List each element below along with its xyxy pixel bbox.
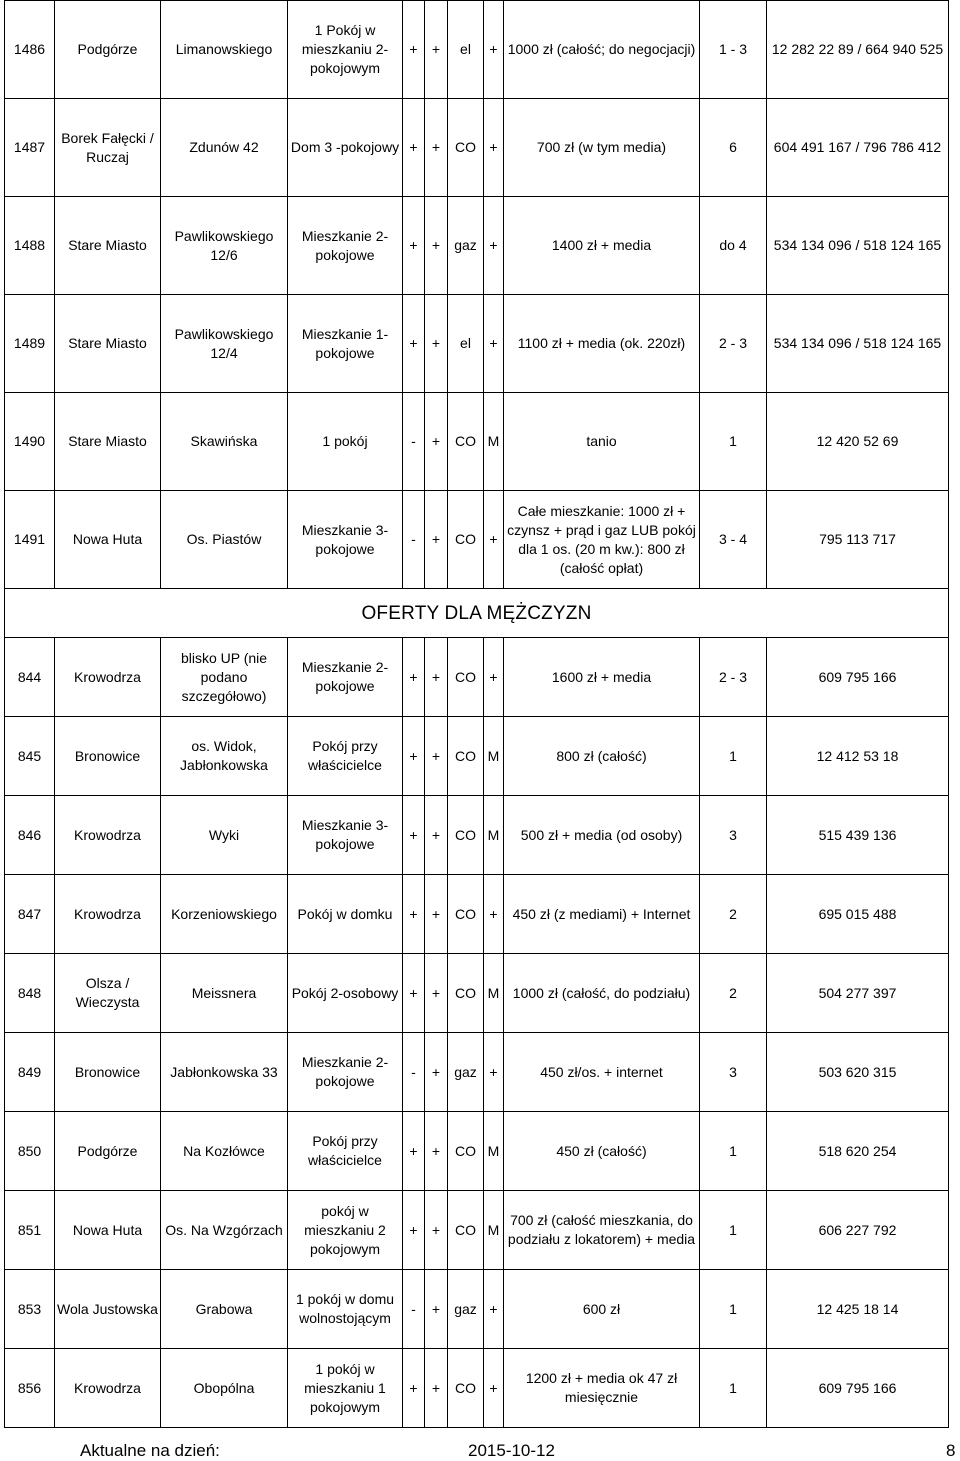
footer-label: Aktualne na dzień:	[80, 1441, 220, 1460]
property-type-cell: Mieszkanie 1-pokojowe	[288, 295, 403, 393]
phone-cell: 695 015 488	[767, 875, 949, 954]
phone-cell: 12 412 53 18	[767, 717, 949, 796]
heating-cell: gaz	[448, 197, 484, 295]
listing-row	[5, 1270, 949, 1349]
listing-row	[5, 1033, 949, 1112]
listing-row	[5, 796, 949, 875]
listing-row	[5, 638, 949, 717]
gender-cell: +	[484, 875, 504, 954]
street-cell: Pawlikowskiego 12/6	[161, 197, 288, 295]
property-type-cell: Mieszkanie 2-pokojowe	[288, 197, 403, 295]
district-cell: Krowodrza	[55, 875, 161, 954]
property-type-cell: Dom 3 -pokojowy	[288, 99, 403, 197]
street-cell: Skawińska	[161, 393, 288, 491]
heating-cell: CO	[448, 875, 484, 954]
flag-1-cell: +	[403, 1349, 425, 1428]
page-number: 8	[946, 1441, 956, 1460]
page-footer	[0, 1440, 960, 1461]
listing-row	[5, 197, 949, 295]
property-type-cell: 1 pokój	[288, 393, 403, 491]
persons-cell: 1	[700, 1270, 767, 1349]
street-cell: Jabłonkowska 33	[161, 1033, 288, 1112]
listing-row	[5, 393, 949, 491]
district-cell: Olsza / Wieczysta	[55, 954, 161, 1033]
listing-id-cell: 850	[5, 1112, 55, 1191]
listing-row	[5, 717, 949, 796]
flag-2-cell: +	[425, 1270, 448, 1349]
price-cell: 1100 zł + media (ok. 220zł)	[504, 295, 700, 393]
flag-1-cell: +	[403, 796, 425, 875]
flag-1-cell: -	[403, 1033, 425, 1112]
heating-cell: el	[448, 295, 484, 393]
persons-cell: 2	[700, 954, 767, 1033]
listings-general	[5, 1, 949, 589]
phone-cell: 534 134 096 / 518 124 165	[767, 295, 949, 393]
phone-cell: 12 425 18 14	[767, 1270, 949, 1349]
phone-cell: 503 620 315	[767, 1033, 949, 1112]
price-cell: 500 zł + media (od osoby)	[504, 796, 700, 875]
listing-row	[5, 954, 949, 1033]
listing-id-cell: 846	[5, 796, 55, 875]
heating-cell: CO	[448, 491, 484, 589]
persons-cell: 1 - 3	[700, 1, 767, 99]
phone-cell: 12 420 52 69	[767, 393, 949, 491]
district-cell: Nowa Huta	[55, 1191, 161, 1270]
street-cell: Pawlikowskiego 12/4	[161, 295, 288, 393]
listing-id-cell: 1488	[5, 197, 55, 295]
listings-table	[4, 0, 949, 1428]
flag-1-cell: +	[403, 197, 425, 295]
listing-id-cell: 1489	[5, 295, 55, 393]
property-type-cell: 1 pokój w mieszkaniu 1 pokojowym	[288, 1349, 403, 1428]
flag-2-cell: +	[425, 1349, 448, 1428]
flag-1-cell: +	[403, 954, 425, 1033]
heating-cell: CO	[448, 1112, 484, 1191]
street-cell: Korzeniowskiego	[161, 875, 288, 954]
price-cell: 1000 zł (całość; do negocjacji)	[504, 1, 700, 99]
price-cell: 450 zł (z mediami) + Internet	[504, 875, 700, 954]
property-type-cell: 1 pokój w domu wolnostojącym	[288, 1270, 403, 1349]
gender-cell: M	[484, 1191, 504, 1270]
district-cell: Bronowice	[55, 717, 161, 796]
listing-id-cell: 1487	[5, 99, 55, 197]
property-type-cell: Pokój przy właścicielce	[288, 717, 403, 796]
flag-2-cell: +	[425, 638, 448, 717]
price-cell: 700 zł (całość mieszkania, do podziału z lokatorem) + media	[504, 1191, 700, 1270]
listing-id-cell: 1486	[5, 1, 55, 99]
listing-row	[5, 491, 949, 589]
flag-2-cell: +	[425, 295, 448, 393]
flag-1-cell: +	[403, 295, 425, 393]
persons-cell: 1	[700, 1112, 767, 1191]
price-cell: 450 zł (całość)	[504, 1112, 700, 1191]
property-type-cell: Mieszkanie 2-pokojowe	[288, 1033, 403, 1112]
persons-cell: 2	[700, 875, 767, 954]
district-cell: Borek Fałęcki / Ruczaj	[55, 99, 161, 197]
persons-cell: 3	[700, 1033, 767, 1112]
street-cell: Na Kozłówce	[161, 1112, 288, 1191]
price-cell: Całe mieszkanie: 1000 zł + czynsz + prąd i gaz LUB pokój dla 1 os. (20 m kw.): 800 zł (całość opłat)	[504, 491, 700, 589]
property-type-cell: Pokój 2-osobowy	[288, 954, 403, 1033]
listing-id-cell: 1490	[5, 393, 55, 491]
phone-cell: 606 227 792	[767, 1191, 949, 1270]
persons-cell: 1	[700, 717, 767, 796]
flag-1-cell: +	[403, 99, 425, 197]
street-cell: Os. Na Wzgórzach	[161, 1191, 288, 1270]
gender-cell: +	[484, 295, 504, 393]
property-type-cell: Mieszkanie 3-pokojowe	[288, 491, 403, 589]
gender-cell: +	[484, 1270, 504, 1349]
listing-row	[5, 1, 949, 99]
property-type-cell: Pokój przy właścicielce	[288, 1112, 403, 1191]
listings-men	[5, 638, 949, 1428]
district-cell: Nowa Huta	[55, 491, 161, 589]
district-cell: Krowodrza	[55, 638, 161, 717]
flag-2-cell: +	[425, 1191, 448, 1270]
district-cell: Stare Miasto	[55, 393, 161, 491]
persons-cell: 2 - 3	[700, 295, 767, 393]
phone-cell: 604 491 167 / 796 786 412	[767, 99, 949, 197]
gender-cell: M	[484, 954, 504, 1033]
flag-2-cell: +	[425, 875, 448, 954]
heating-cell: el	[448, 1, 484, 99]
district-cell: Stare Miasto	[55, 197, 161, 295]
district-cell: Krowodrza	[55, 1349, 161, 1428]
flag-1-cell: +	[403, 1112, 425, 1191]
heating-cell: CO	[448, 796, 484, 875]
heating-cell: CO	[448, 954, 484, 1033]
heating-cell: gaz	[448, 1033, 484, 1112]
flag-2-cell: +	[425, 717, 448, 796]
listing-id-cell: 851	[5, 1191, 55, 1270]
listing-id-cell: 848	[5, 954, 55, 1033]
district-cell: Stare Miasto	[55, 295, 161, 393]
listing-row	[5, 1112, 949, 1191]
phone-cell: 609 795 166	[767, 638, 949, 717]
gender-cell: M	[484, 796, 504, 875]
property-type-cell: 1 Pokój w mieszkaniu 2-pokojowym	[288, 1, 403, 99]
price-cell: 700 zł (w tym media)	[504, 99, 700, 197]
price-cell: 600 zł	[504, 1270, 700, 1349]
gender-cell: +	[484, 99, 504, 197]
heating-cell: CO	[448, 393, 484, 491]
price-cell: tanio	[504, 393, 700, 491]
flag-2-cell: +	[425, 1033, 448, 1112]
section-heading: OFERTY DLA MĘŻCZYZN	[5, 589, 949, 638]
footer-date: 2015-10-12	[468, 1441, 555, 1460]
street-cell: Zdunów 42	[161, 99, 288, 197]
street-cell: Meissnera	[161, 954, 288, 1033]
flag-2-cell: +	[425, 1, 448, 99]
phone-cell: 504 277 397	[767, 954, 949, 1033]
street-cell: blisko UP (nie podano szczegółowo)	[161, 638, 288, 717]
gender-cell: +	[484, 1349, 504, 1428]
property-type-cell: Mieszkanie 3-pokojowe	[288, 796, 403, 875]
price-cell: 1400 zł + media	[504, 197, 700, 295]
street-cell: Obopólna	[161, 1349, 288, 1428]
price-cell: 800 zł (całość)	[504, 717, 700, 796]
street-cell: Limanowskiego	[161, 1, 288, 99]
listing-row	[5, 1349, 949, 1428]
flag-1-cell: -	[403, 1270, 425, 1349]
price-cell: 1000 zł (całość, do podziału)	[504, 954, 700, 1033]
persons-cell: 6	[700, 99, 767, 197]
heating-cell: CO	[448, 1191, 484, 1270]
listing-id-cell: 1491	[5, 491, 55, 589]
flag-1-cell: -	[403, 491, 425, 589]
gender-cell: +	[484, 1033, 504, 1112]
district-cell: Krowodrza	[55, 796, 161, 875]
flag-1-cell: -	[403, 393, 425, 491]
district-cell: Wola Justowska	[55, 1270, 161, 1349]
persons-cell: 3 - 4	[700, 491, 767, 589]
heating-cell: gaz	[448, 1270, 484, 1349]
gender-cell: M	[484, 717, 504, 796]
listing-row	[5, 875, 949, 954]
flag-1-cell: +	[403, 638, 425, 717]
phone-cell: 795 113 717	[767, 491, 949, 589]
persons-cell: 1	[700, 393, 767, 491]
property-type-cell: pokój w mieszkaniu 2 pokojowym	[288, 1191, 403, 1270]
listing-row	[5, 99, 949, 197]
listing-id-cell: 856	[5, 1349, 55, 1428]
price-cell: 1200 zł + media ok 47 zł miesięcznie	[504, 1349, 700, 1428]
flag-1-cell: +	[403, 717, 425, 796]
district-cell: Podgórze	[55, 1, 161, 99]
flag-2-cell: +	[425, 1112, 448, 1191]
price-cell: 1600 zł + media	[504, 638, 700, 717]
street-cell: Grabowa	[161, 1270, 288, 1349]
street-cell: Wyki	[161, 796, 288, 875]
district-cell: Podgórze	[55, 1112, 161, 1191]
phone-cell: 518 620 254	[767, 1112, 949, 1191]
listing-row	[5, 295, 949, 393]
price-cell: 450 zł/os. + internet	[504, 1033, 700, 1112]
property-type-cell: Pokój w domku	[288, 875, 403, 954]
flag-2-cell: +	[425, 99, 448, 197]
phone-cell: 609 795 166	[767, 1349, 949, 1428]
gender-cell: +	[484, 1, 504, 99]
heating-cell: CO	[448, 99, 484, 197]
gender-cell: +	[484, 197, 504, 295]
gender-cell: +	[484, 491, 504, 589]
persons-cell: do 4	[700, 197, 767, 295]
listing-id-cell: 847	[5, 875, 55, 954]
listing-id-cell: 845	[5, 717, 55, 796]
listing-row	[5, 1191, 949, 1270]
persons-cell: 1	[700, 1349, 767, 1428]
street-cell: os. Widok, Jabłonkowska	[161, 717, 288, 796]
flag-1-cell: +	[403, 1, 425, 99]
phone-cell: 12 282 22 89 / 664 940 525	[767, 1, 949, 99]
persons-cell: 1	[700, 1191, 767, 1270]
flag-2-cell: +	[425, 954, 448, 1033]
phone-cell: 534 134 096 / 518 124 165	[767, 197, 949, 295]
persons-cell: 2 - 3	[700, 638, 767, 717]
flag-2-cell: +	[425, 491, 448, 589]
flag-2-cell: +	[425, 393, 448, 491]
heating-cell: CO	[448, 638, 484, 717]
flag-1-cell: +	[403, 1191, 425, 1270]
gender-cell: +	[484, 638, 504, 717]
flag-2-cell: +	[425, 197, 448, 295]
listing-id-cell: 853	[5, 1270, 55, 1349]
section-men	[5, 589, 949, 638]
district-cell: Bronowice	[55, 1033, 161, 1112]
heating-cell: CO	[448, 717, 484, 796]
heating-cell: CO	[448, 1349, 484, 1428]
property-type-cell: Mieszkanie 2-pokojowe	[288, 638, 403, 717]
flag-2-cell: +	[425, 796, 448, 875]
gender-cell: M	[484, 1112, 504, 1191]
phone-cell: 515 439 136	[767, 796, 949, 875]
listing-id-cell: 849	[5, 1033, 55, 1112]
persons-cell: 3	[700, 796, 767, 875]
listing-id-cell: 844	[5, 638, 55, 717]
gender-cell: M	[484, 393, 504, 491]
flag-1-cell: +	[403, 875, 425, 954]
street-cell: Os. Piastów	[161, 491, 288, 589]
